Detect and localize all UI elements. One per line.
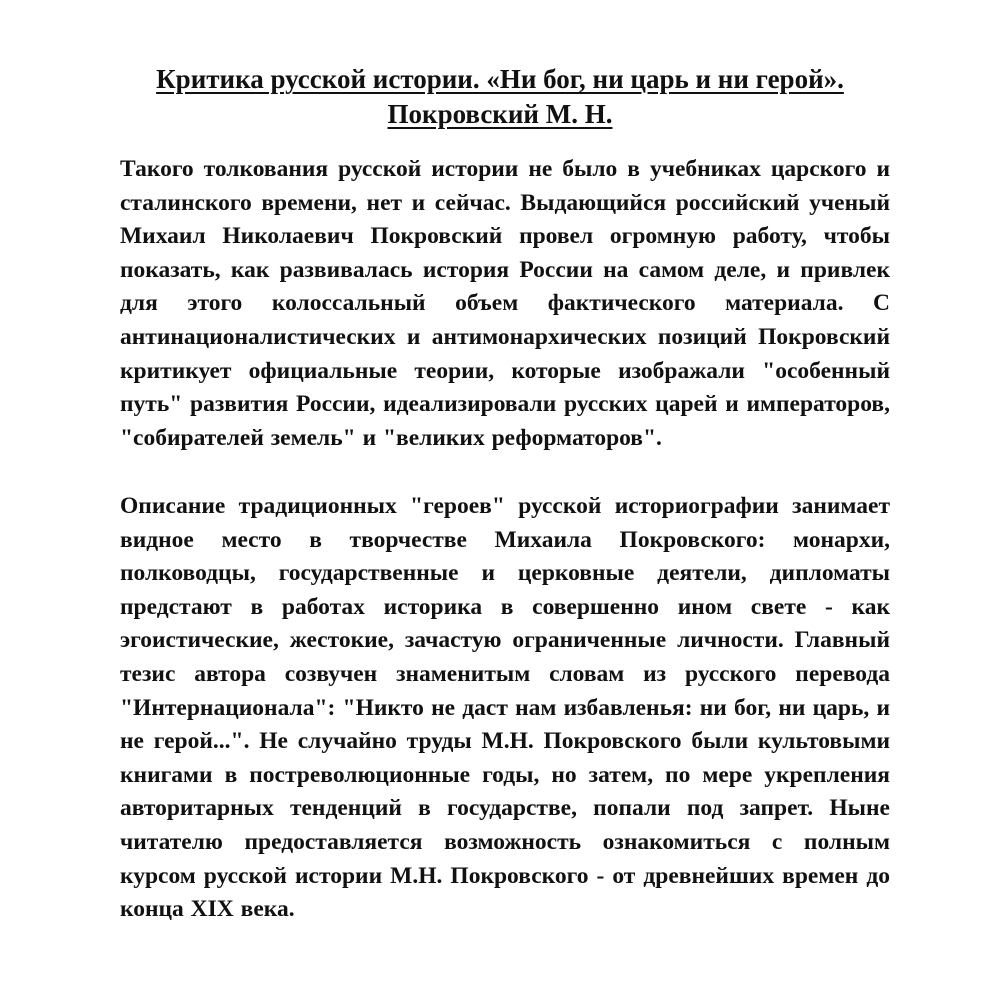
paragraph-intro: Такого толкования русской истории не было в учебниках царского и сталинского времени, нет и сейчас. Выдающийся российский ученый Михаил Николаевич Покровский провел огромную работу, чтобы показать, как развивалась история России на самом деле, и привлек для этого колоссальный объем фактического материала. С антинационалистических и антимонархических позиций Покровский критикует официальные теории, которые изображали "особенный путь" развития России, идеализировали русских царей и императоров, "собирателей земель" и "великих реформаторов". [120,156,890,451]
document-title-line-2: Покровский М. Н. [387,99,613,129]
document-title-line-1: Критика русской истории. «Ни бог, ни царь и ни герой». [156,64,844,94]
paragraph-heroes: Описание традиционных "героев" русской историографии занимает видное место в творчестве Михаила Покровского: монархи, полководцы, государственные и церковные деятели, дипломаты предстают в работах историка в совершенно ином свете - как эгоистические, жестокие, зачастую ограниченные личности. Главный тезис автора созвучен знаменитым словам из русского перевода "Интернационала": "Никто не даст нам избавленья: ни бог, ни царь, и не герой...". Не случайно труды М.Н. Покровского были культовыми книгами в постреволюционные годы, но затем, по мере укрепления авторитарных тенденций в государстве, попали под запрет. Ныне читателю предоставляется возможность ознакомиться с полным курсом русской истории М.Н. Покровского - от древнейших времен до конца XIX века. [120,493,890,923]
